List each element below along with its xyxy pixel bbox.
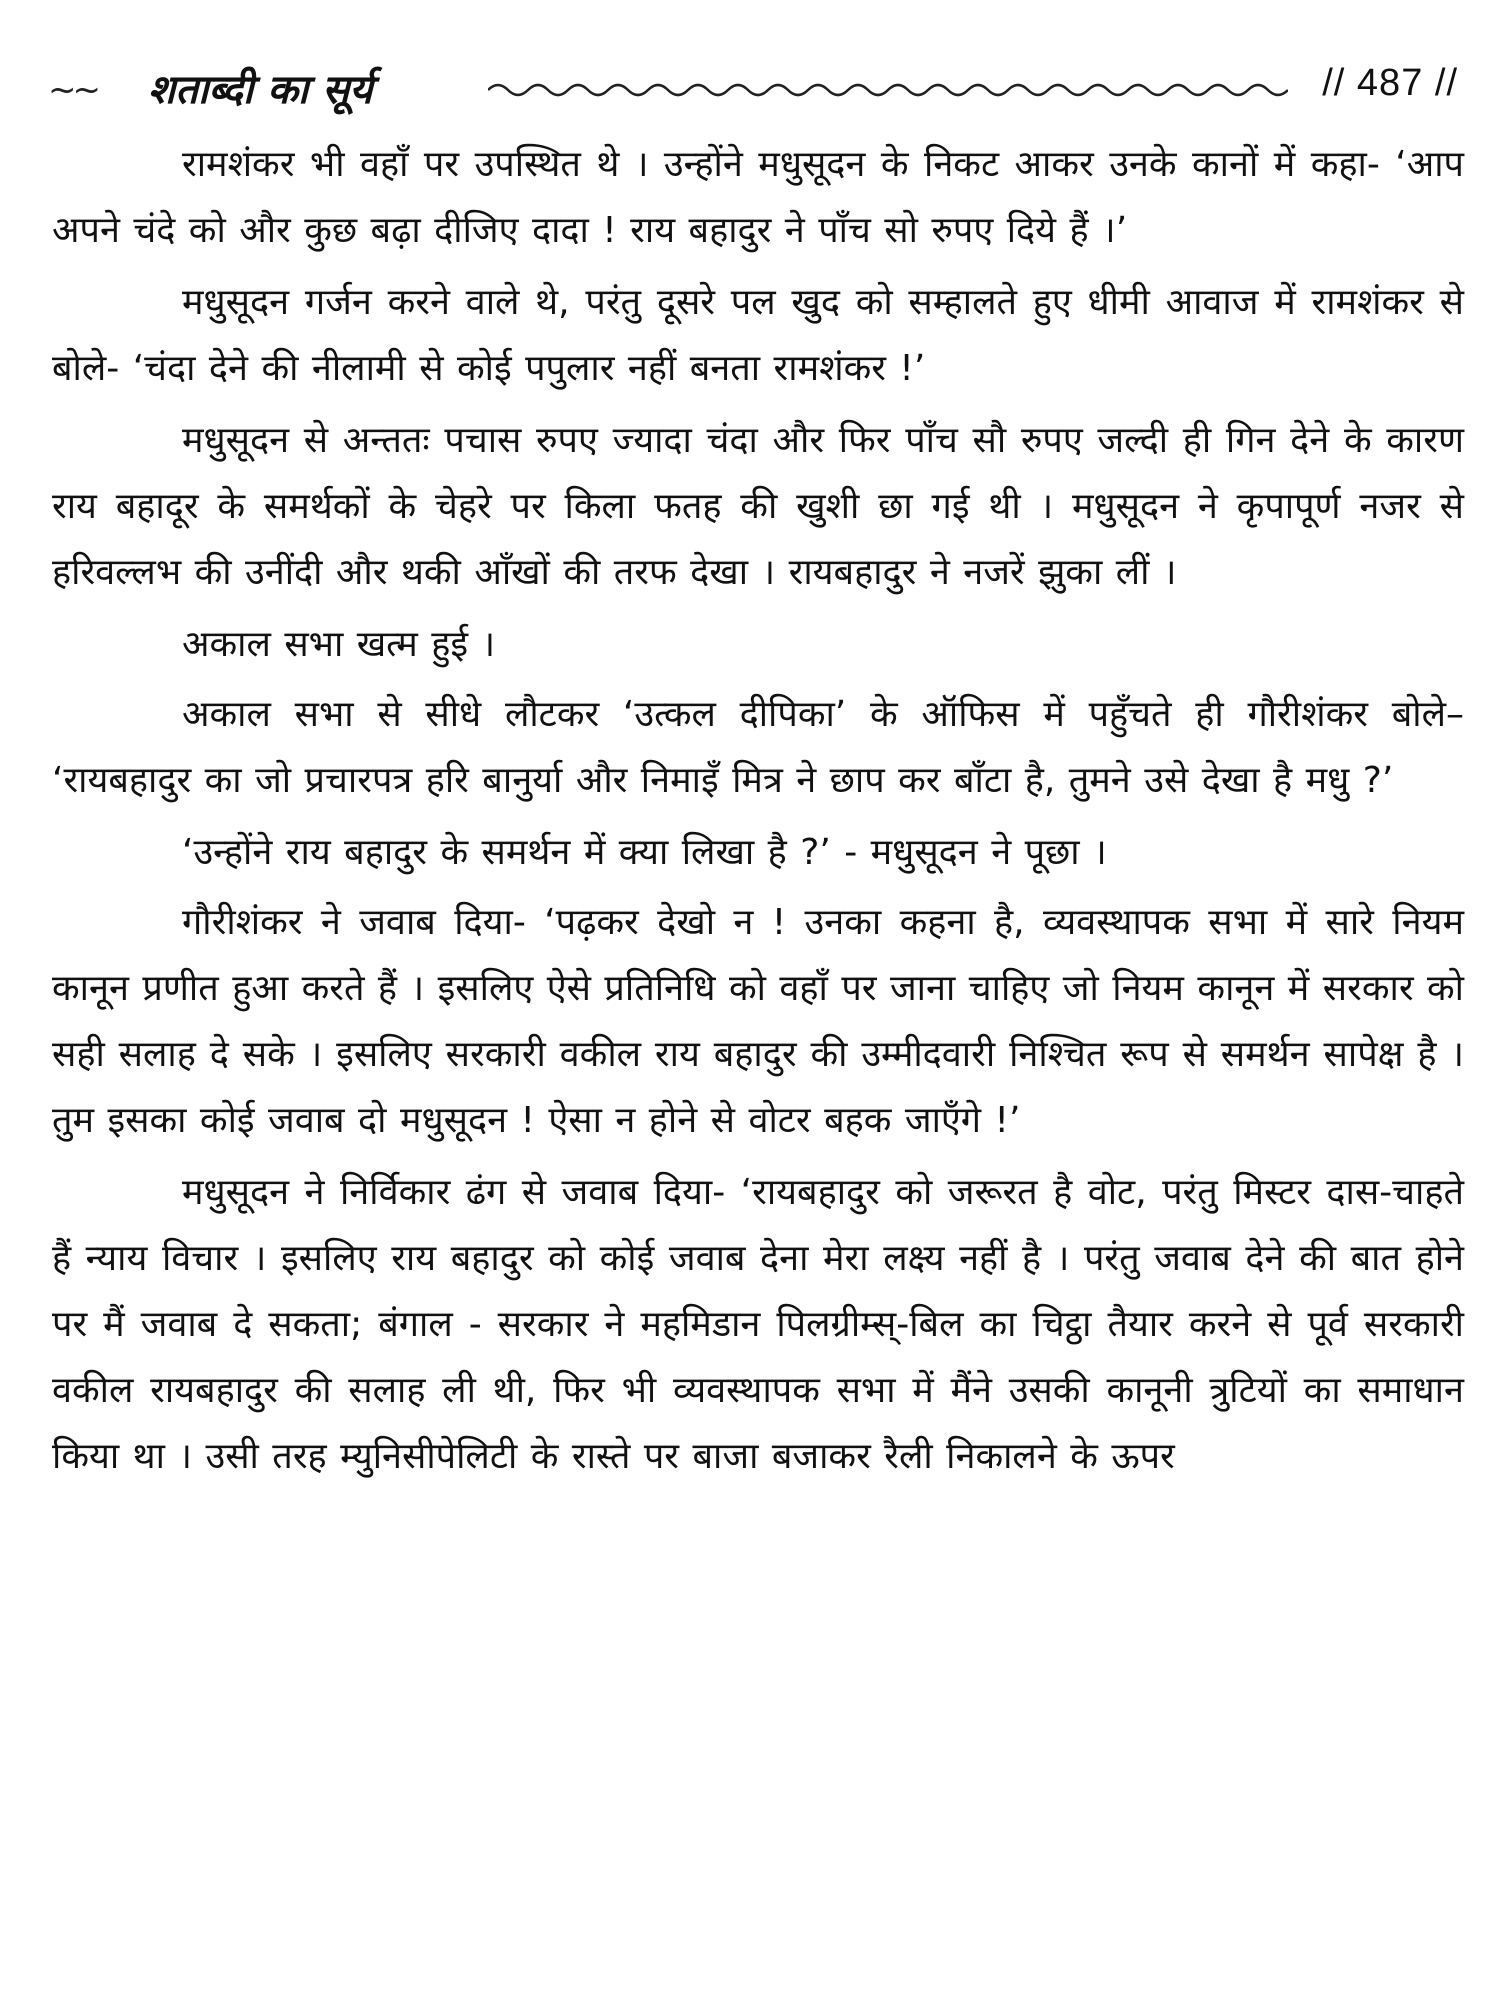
paragraph: मधुसूदन ने निर्विकार ढंग से जवाब दिया- ‘रायबहादुर को जरूरत है वोट, परंतु मिस्टर दास-चाहते हैं न्याय विचार । इसलिए राय बहादुर को कोई जवाब देना मेरा लक्ष्य नहीं है । परंतु जवाब देने की बात होने पर मैं जवाब दे सकता; बंगाल - सरकार ने महमिडान पिलग्रीम्स्-बिल का चिट्ठा तैयार करने से पूर्व सरकारी वकील रायबहादुर की सलाह ली थी, फिर भी व्यवस्थापक सभा में मैंने उसकी कानूनी त्रुटियों का समाधान किया था । उसी तरह म्युनिसीपेलिटी के रास्ते पर बाजा बजाकर रैली निकालने के ऊपर: [52, 1172, 1464, 1477]
header-wavy-rule: [488, 78, 1288, 102]
paragraph: मधुसूदन गर्जन करने वाले थे, परंतु दूसरे पल खुद को सम्हालते हुए धीमी आवाज में रामशंकर से बोले- ‘चंदा देने की नीलामी से कोई पपुलार नहीं बनता रामशंकर !’: [52, 282, 1464, 389]
paragraph: मधुसूदन से अन्ततः पचास रुपए ज्यादा चंदा और फिर पाँच सौ रुपए जल्दी ही गिन देने के कारण राय बहादूर के समर्थकों के चेहरे पर किला फतह की खुशी छा गई थी । मधुसूदन ने कृपापूर्ण नजर से हरिवल्लभ की उनींदी और थकी आँखों की तरफ देखा । रायबहादुर ने नजरें झुका लीं ।: [52, 420, 1464, 593]
paragraph: रामशंकर भी वहाँ पर उपस्थित थे । उन्होंने मधुसूदन के निकट आकर उनके कानों में कहा- ‘आप अपने चंदे को और कुछ बढ़ा दीजिए दादा ! राय बहादुर ने पाँच सो रुपए दिये हैं ।’: [52, 144, 1464, 251]
running-header: [48, 60, 1458, 120]
paragraph: गौरीशंकर ने जवाब दिया- ‘पढ़कर देखो न ! उनका कहना है, व्यवस्थापक सभा में सारे नियम कानून प्रणीत हुआ करते हैं । इसलिए ऐसे प्रतिनिधि को वहाँ पर जाना चाहिए जो नियम कानून में सरकार को सही सलाह दे सके । इसलिए सरकारी वकील राय बहादुर की उम्मीदवारी निश्चित रूप से समर्थन सापेक्ष है । तुम इसका कोई जवाब दो मधुसूदन ! ऐसा न होने से वोटर बहक जाएँगे !’: [52, 902, 1464, 1141]
paragraph: अकाल सभा से सीधे लौटकर ‘उत्कल दीपिका’ के ऑफिस में पहुँचते ही गौरीशंकर बोले– ‘रायबहादुर का जो प्रचारपत्र हरि बानुर्या और निमाइँ मित्र ने छाप कर बाँटा है, तुमने उसे देखा है मधु ?’: [52, 694, 1464, 801]
page-number: // 487 //: [1322, 62, 1458, 104]
paragraph: अकाल सभा खत्म हुई ।: [182, 624, 496, 665]
header-ornament-left: ~~: [48, 70, 97, 110]
paragraph: ‘उन्होंने राय बहादुर के समर्थन में क्या लिखा है ?’ - मधुसूदन ने पूछा ।: [182, 832, 1107, 873]
body-text: [52, 132, 1464, 1496]
book-title: शताब्दी का सूर्य: [148, 67, 373, 113]
